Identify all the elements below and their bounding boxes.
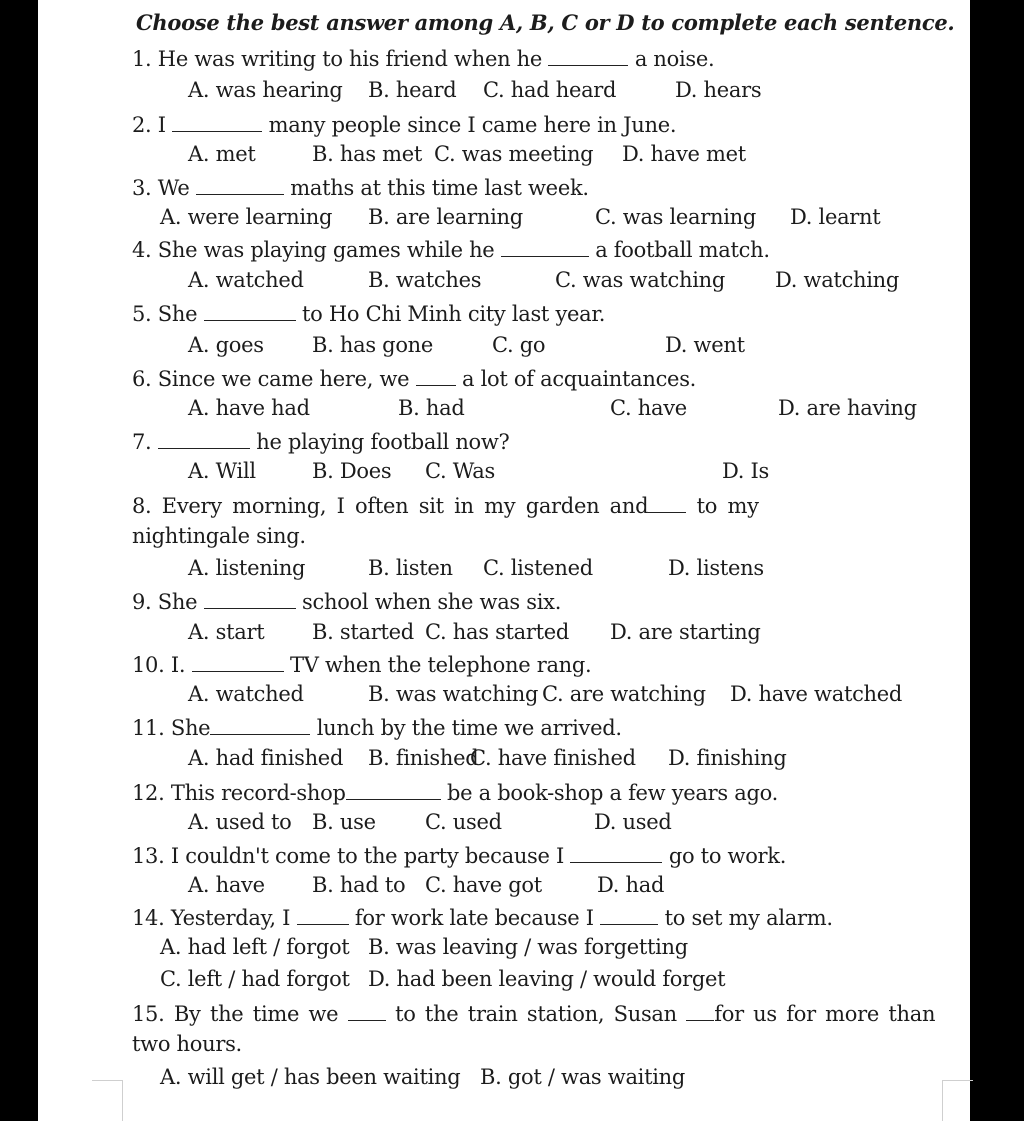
- q13-option-a[interactable]: A. have: [188, 873, 265, 897]
- q13-option-c[interactable]: C. have got: [425, 873, 542, 897]
- q2-option-d[interactable]: D. have met: [622, 142, 746, 166]
- q3-option-d[interactable]: D. learnt: [790, 205, 881, 229]
- q11-option-a[interactable]: A. had finished: [188, 746, 344, 770]
- question-1: 1. He was writing to his friend when he a noise.: [132, 47, 715, 71]
- q8-option-b[interactable]: B. listen: [368, 556, 453, 580]
- answer-blank[interactable]: [297, 906, 349, 925]
- answer-blank[interactable]: [172, 113, 262, 132]
- question-11: 11. She lunch by the time we arrived.: [132, 716, 622, 740]
- q3-option-a[interactable]: A. were learning: [160, 205, 333, 229]
- q12-option-d[interactable]: D. used: [594, 810, 672, 834]
- page-corner-mark: [942, 1080, 973, 1121]
- page-corner-mark: [92, 1080, 123, 1121]
- q1-option-c[interactable]: C. had heard: [483, 78, 617, 102]
- q15-option-b[interactable]: B. got / was waiting: [480, 1065, 686, 1089]
- answer-blank[interactable]: [204, 590, 296, 609]
- answer-blank[interactable]: [346, 781, 441, 800]
- q5-option-c[interactable]: C. go: [492, 333, 546, 357]
- q6-option-c[interactable]: C. have: [610, 396, 687, 420]
- question-8: 8. Every morning, I often sit in my garden and to my: [132, 494, 759, 518]
- question-3: 3. We maths at this time last week.: [132, 176, 589, 200]
- q4-option-d[interactable]: D. watching: [775, 268, 900, 292]
- q14-option-b[interactable]: B. was leaving / was forgetting: [368, 935, 688, 959]
- answer-blank[interactable]: [501, 238, 589, 257]
- q7-option-c[interactable]: C. Was: [425, 459, 495, 483]
- q7-option-d[interactable]: D. Is: [722, 459, 770, 483]
- q9-option-d[interactable]: D. are starting: [610, 620, 761, 644]
- q1-option-a[interactable]: A. was hearing: [188, 78, 343, 102]
- q4-option-b[interactable]: B. watches: [368, 268, 482, 292]
- q10-option-d[interactable]: D. have watched: [730, 682, 903, 706]
- q8-option-c[interactable]: C. listened: [483, 556, 593, 580]
- q4-option-c[interactable]: C. was watching: [555, 268, 726, 292]
- question-15-line2: two hours.: [132, 1032, 242, 1056]
- q11-option-d[interactable]: D. finishing: [668, 746, 787, 770]
- q11-option-b[interactable]: B. finished: [368, 746, 479, 770]
- q5-option-a[interactable]: A. goes: [188, 333, 264, 357]
- q6-option-d[interactable]: D. are having: [778, 396, 917, 420]
- answer-blank[interactable]: [158, 430, 250, 449]
- q12-option-c[interactable]: C. used: [425, 810, 502, 834]
- instruction-title: Choose the best answer among A, B, C or D to complete each sentence.: [136, 10, 955, 35]
- q13-option-d[interactable]: D. had: [597, 873, 665, 897]
- answer-blank[interactable]: [648, 494, 686, 513]
- q8-option-a[interactable]: A. listening: [188, 556, 306, 580]
- q7-option-b[interactable]: B. Does: [312, 459, 392, 483]
- answer-blank[interactable]: [570, 844, 662, 863]
- q11-option-c[interactable]: C. have finished: [470, 746, 636, 770]
- q4-option-a[interactable]: A. watched: [188, 268, 304, 292]
- question-10: 10. I. TV when the telephone rang.: [132, 653, 592, 677]
- answer-blank[interactable]: [686, 1002, 714, 1021]
- question-14: 14. Yesterday, I for work late because I to set my alarm.: [132, 906, 833, 930]
- answer-blank[interactable]: [210, 716, 310, 735]
- q7-option-a[interactable]: A. Will: [188, 459, 256, 483]
- answer-blank[interactable]: [416, 367, 456, 386]
- q12-option-b[interactable]: B. use: [312, 810, 376, 834]
- q6-option-b[interactable]: B. had: [398, 396, 465, 420]
- answer-blank[interactable]: [192, 653, 284, 672]
- question-15: 15. By the time we to the train station, Susan for us for more than: [132, 1002, 936, 1026]
- q14-option-d[interactable]: D. had been leaving / would forget: [368, 967, 726, 991]
- q12-option-a[interactable]: A. used to: [188, 810, 292, 834]
- q10-option-a[interactable]: A. watched: [188, 682, 304, 706]
- q1-option-d[interactable]: D. hears: [675, 78, 762, 102]
- question-9: 9. She school when she was six.: [132, 590, 562, 614]
- q3-option-c[interactable]: C. was learning: [595, 205, 757, 229]
- q9-option-c[interactable]: C. has started: [425, 620, 570, 644]
- question-4: 4. She was playing games while he a football match.: [132, 238, 770, 262]
- q5-option-b[interactable]: B. has gone: [312, 333, 434, 357]
- q2-option-b[interactable]: B. has met: [312, 142, 423, 166]
- answer-blank[interactable]: [348, 1002, 386, 1021]
- question-7: 7. he playing football now?: [132, 430, 510, 454]
- q1-option-b[interactable]: B. heard: [368, 78, 457, 102]
- question-12: 12. This record-shop be a book-shop a few years ago.: [132, 781, 778, 805]
- q6-option-a[interactable]: A. have had: [188, 396, 310, 420]
- q9-option-b[interactable]: B. started: [312, 620, 414, 644]
- q14-option-c[interactable]: C. left / had forgot: [160, 967, 350, 991]
- question-2: 2. I many people since I came here in June.: [132, 113, 677, 137]
- q15-option-a[interactable]: A. will get / has been waiting: [160, 1065, 461, 1089]
- question-6: 6. Since we came here, we a lot of acquaintances.: [132, 367, 697, 391]
- q2-option-c[interactable]: C. was meeting: [434, 142, 594, 166]
- answer-blank[interactable]: [196, 176, 284, 195]
- q10-option-b[interactable]: B. was watching: [368, 682, 539, 706]
- answer-blank[interactable]: [548, 47, 628, 66]
- question-8-line2: nightingale sing.: [132, 524, 306, 548]
- q3-option-b[interactable]: B. are learning: [368, 205, 523, 229]
- q2-option-a[interactable]: A. met: [188, 142, 256, 166]
- q5-option-d[interactable]: D. went: [665, 333, 745, 357]
- q10-option-c[interactable]: C. are watching: [542, 682, 706, 706]
- q9-option-a[interactable]: A. start: [188, 620, 265, 644]
- question-5: 5. She to Ho Chi Minh city last year.: [132, 302, 606, 326]
- q14-option-a[interactable]: A. had left / forgot: [160, 935, 350, 959]
- question-13: 13. I couldn't come to the party because I go to work.: [132, 844, 787, 868]
- q8-option-d[interactable]: D. listens: [668, 556, 764, 580]
- q13-option-b[interactable]: B. had to: [312, 873, 406, 897]
- answer-blank[interactable]: [600, 906, 658, 925]
- answer-blank[interactable]: [204, 302, 296, 321]
